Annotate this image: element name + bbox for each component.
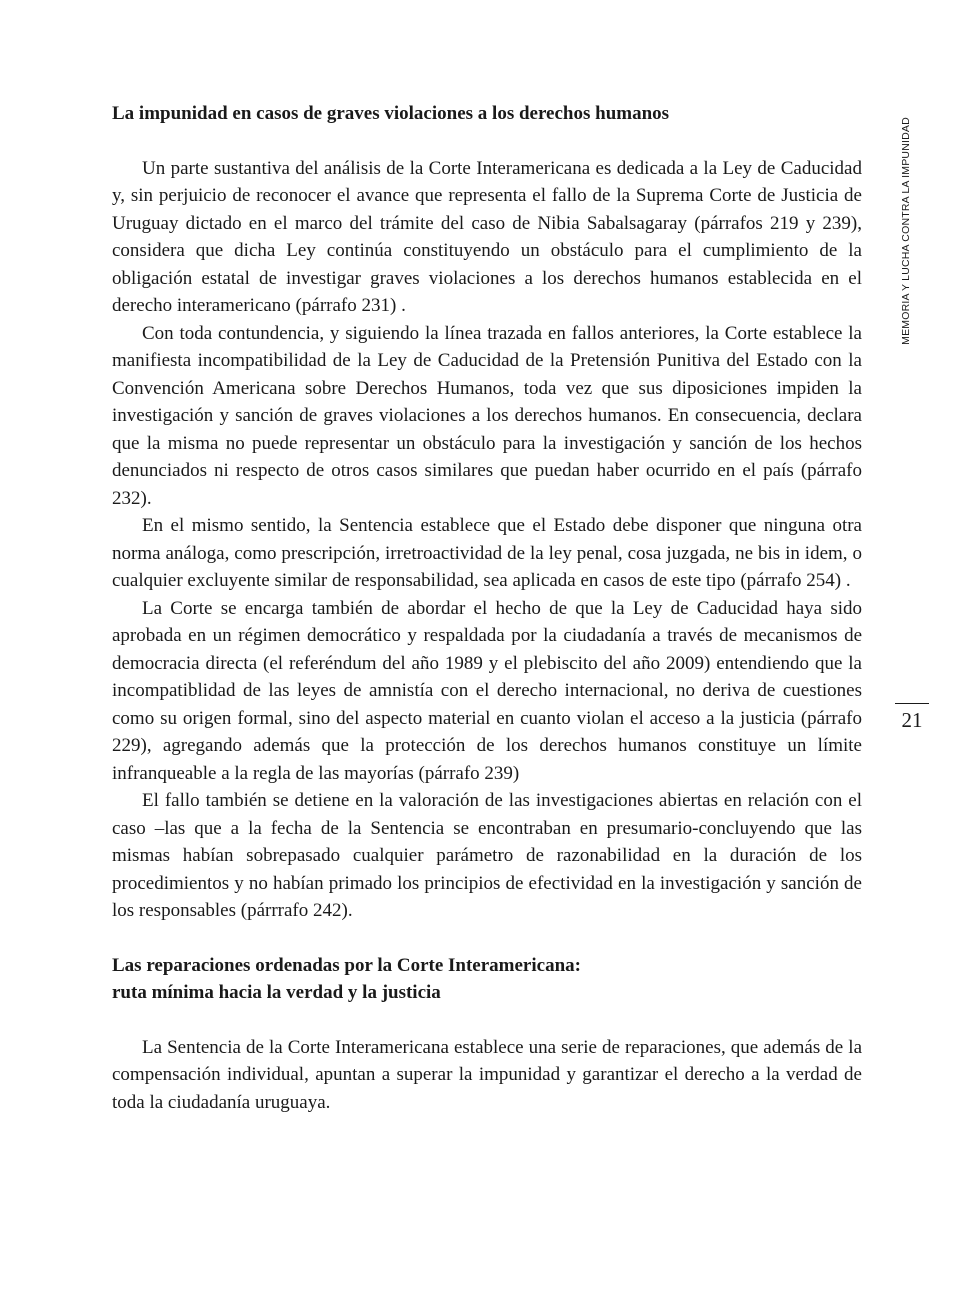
paragraph: En el mismo sentido, la Sentencia establece que el Estado debe disponer que ninguna otra norma análoga, como prescripción, irretroactividad de la ley penal, cosa juzgada, ne bis in idem, o cualquier excluyente similar de responsabilidad, sea aplicada en casos de este tipo (párrafo 254) . <box>112 515 862 591</box>
page-number-rule <box>895 703 929 704</box>
paragraph: La Sentencia de la Corte Interamericana establece una serie de reparaciones, que además de la compensación individual, apuntan a superar la impunidad y garantizar el derecho a la verdad de toda la ciudadanía uruguaya. <box>112 1036 862 1113</box>
section-heading-reparaciones <box>112 952 862 1007</box>
paragraph: El fallo también se detiene en la valoración de las investigaciones abiertas en relación con el caso –las que a la fecha de la Sentencia se encontraban en presumario-concluyendo que las mismas habían sobrepasado cualquier parámetro de razonabilidad en la duración de los procedimientos y no habían primado los principios de efectividad en la investigación y sanción de los responsables (párrrafo 242). <box>112 790 862 921</box>
section-heading-impunidad <box>112 100 862 128</box>
paragraph: Un parte sustantiva del análisis de la Corte Interamericana es dedicada a la Ley de Caducidad y, sin perjuicio de reconocer el avance que representa el fallo de la Suprema Corte de Justicia de Uruguay dictado en el marco del trámite del caso de Nibia Sabalsagaray (párrafos 219 y 239), considera que dicha Ley continúa constituyendo un obstáculo para el cumplimiento de la obligación estatal de investigar graves violaciones a los derechos humanos establecida en el derecho interamericano (párrafo 231) . <box>112 157 862 316</box>
section-heading-line: La impunidad en casos de graves violaciones a los derechos humanos <box>112 103 670 124</box>
running-header <box>893 100 919 362</box>
paragraph: La Corte se encarga también de abordar el hecho de que la Ley de Caducidad haya sido aprobada en un régimen democrático y respaldada por la ciudadanía a través de mecanismos de democracia directa (el referéndum del año 1989 y el plebiscito del año 2009) entendiendo que la incompatiblidad de las leyes de amnistía con el derecho internacional, no deriva de cuestiones como su origen formal, sino del aspecto material en cuanto violan el acceso a la justicia (párrafo 229), agregando además que la protección de los derechos humanos constituye un límite infranqueable a la regla de las mayorías (párrafo 239) <box>112 597 862 784</box>
body-text <box>112 100 862 1116</box>
running-header-text: MEMORIA Y LUCHA CONTRA LA IMPUNIDAD <box>900 117 912 345</box>
section-heading-line: ruta mínima hacia la verdad y la justicia <box>112 982 441 1003</box>
section-heading-line: Las reparaciones ordenadas por la Corte Interamericana: <box>112 954 581 976</box>
page-number: 21 <box>901 708 923 732</box>
paragraph: Con toda contundencia, y siguiendo la línea trazada en fallos anteriores, la Corte establece la manifiesta incompatibilidad de la Ley de Caducidad de la Pretensión Punitiva del Estado con la Convención Americana sobre Derechos Humanos, toda vez que sus diposiciones impiden la investigación y sanción de graves violaciones a los derechos humanos. En consecuencia, declara que la misma no puede representar un obstáculo para la investigación y sanción de los hechos denunciados ni respecto de otros casos similares que puedan haber ocurrido en el país (párrafo 232). <box>112 322 862 509</box>
